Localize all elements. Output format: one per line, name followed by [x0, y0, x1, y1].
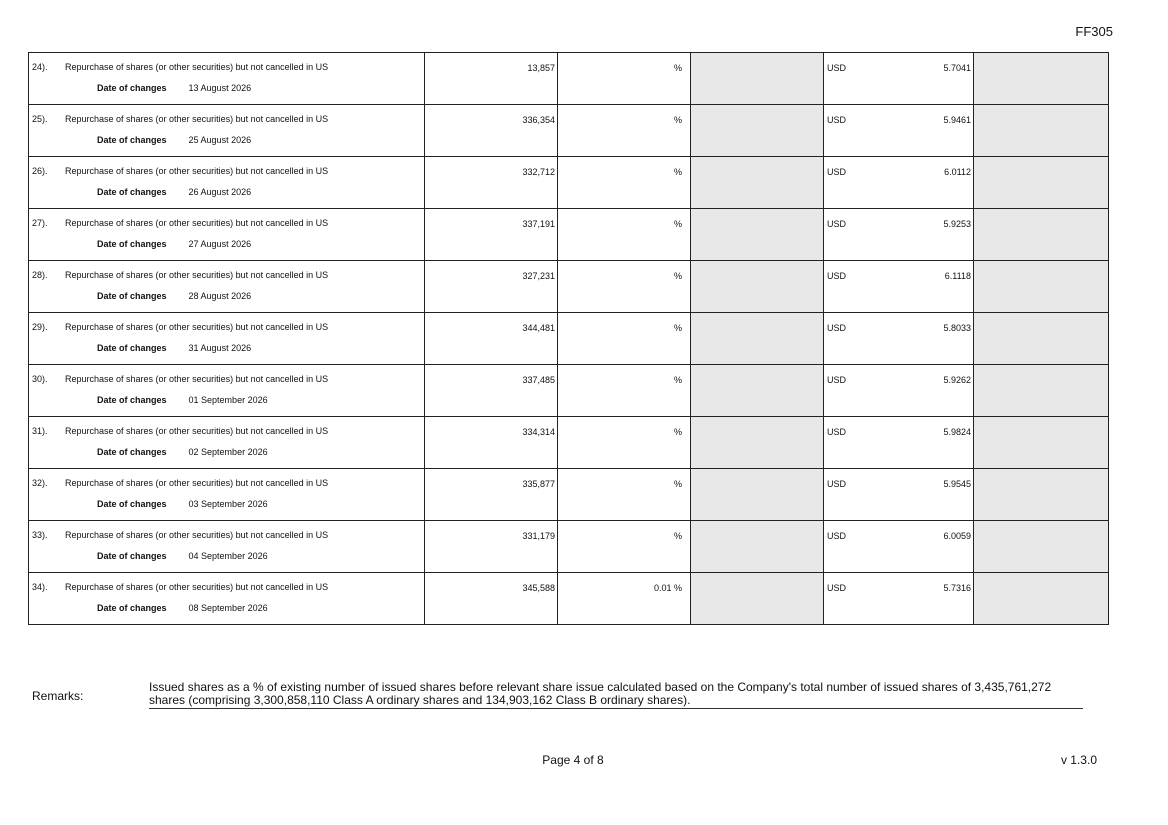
price-cell [824, 157, 974, 209]
table-row [29, 469, 1109, 495]
currency: USD [827, 531, 847, 541]
date-of-changes [62, 592, 424, 613]
percentage: % [673, 479, 682, 489]
row-description-cell [62, 469, 425, 521]
percentage-cell [558, 313, 691, 365]
price-cell [824, 261, 974, 313]
table-row [29, 365, 1109, 391]
price: 5.7041 [943, 63, 971, 73]
share-count: 335,877 [522, 479, 555, 489]
table-row [29, 53, 1109, 79]
share-count-cell [425, 157, 558, 209]
currency: USD [827, 63, 847, 73]
shaded-tail-cell [974, 209, 1109, 261]
shaded-tail-cell [974, 573, 1109, 625]
shaded-cell [691, 469, 824, 521]
price-cell [824, 417, 974, 469]
table-row [29, 105, 1109, 131]
percentage: 0.01 % [653, 583, 682, 593]
shaded-cell [691, 53, 824, 105]
share-count-cell [425, 573, 558, 625]
row-number: 30). [29, 365, 63, 417]
percentage-cell [558, 105, 691, 157]
date-label: Date of changes [97, 343, 167, 353]
shaded-cell [691, 365, 824, 417]
currency: USD [827, 167, 847, 177]
row-number: 25). [29, 105, 63, 157]
row-description-cell [62, 261, 425, 313]
row-number: 26). [29, 157, 63, 209]
date-label: Date of changes [97, 83, 167, 93]
share-count: 337,485 [522, 375, 555, 385]
shaded-tail-cell [974, 105, 1109, 157]
percentage: % [673, 323, 682, 333]
form-code: FF305 [1075, 24, 1113, 39]
currency: USD [827, 375, 847, 385]
price-cell [824, 521, 974, 573]
share-count-cell [425, 365, 558, 417]
price: 5.9262 [943, 375, 971, 385]
row-description: Repurchase of shares (or other securities) but not cancelled in US [65, 426, 329, 436]
shaded-tail-cell [974, 157, 1109, 209]
date-value: 03 September 2026 [188, 499, 268, 509]
percentage-cell [558, 573, 691, 625]
shaded-tail-cell [974, 261, 1109, 313]
share-count: 344,481 [522, 323, 555, 333]
date-label: Date of changes [97, 499, 167, 509]
price-cell [824, 573, 974, 625]
currency: USD [827, 583, 847, 593]
price: 5.9253 [943, 219, 971, 229]
date-of-changes [62, 332, 424, 353]
date-of-changes [62, 228, 424, 249]
price: 6.0112 [944, 167, 971, 177]
row-description-cell [62, 313, 425, 365]
row-number: 24). [29, 53, 63, 105]
row-number: 27). [29, 209, 63, 261]
row-number: 33). [29, 521, 63, 573]
share-count-cell [425, 105, 558, 157]
price-cell [824, 469, 974, 521]
price: 6.0059 [943, 531, 971, 541]
row-description-cell [62, 573, 425, 625]
row-description: Repurchase of shares (or other securities) but not cancelled in US [65, 582, 329, 592]
table-row [29, 209, 1109, 235]
date-value: 04 September 2026 [188, 551, 268, 561]
row-description: Repurchase of shares (or other securities) but not cancelled in US [65, 530, 329, 540]
row-description: Repurchase of shares (or other securities) but not cancelled in US [65, 218, 329, 228]
repurchase-table-body [29, 53, 1109, 625]
row-number: 31). [29, 417, 63, 469]
date-label: Date of changes [97, 135, 167, 145]
row-description: Repurchase of shares (or other securities) but not cancelled in US [65, 374, 329, 384]
percentage: % [673, 427, 682, 437]
price-cell [824, 105, 974, 157]
price-cell [824, 365, 974, 417]
shaded-tail-cell [974, 313, 1109, 365]
share-count: 332,712 [522, 167, 555, 177]
percentage: % [673, 219, 682, 229]
percentage-cell [558, 209, 691, 261]
share-count-cell [425, 313, 558, 365]
currency: USD [827, 115, 847, 125]
currency: USD [827, 427, 847, 437]
date-label: Date of changes [97, 447, 167, 457]
shaded-cell [691, 209, 824, 261]
share-count: 337,191 [522, 219, 555, 229]
share-count: 345,588 [522, 583, 555, 593]
version-label: v 1.3.0 [1060, 753, 1097, 767]
date-value: 31 August 2026 [188, 343, 252, 353]
shaded-cell [691, 573, 824, 625]
price: 5.9545 [943, 479, 971, 489]
shaded-cell [691, 157, 824, 209]
row-number: 34). [29, 573, 63, 625]
share-count: 327,231 [522, 271, 555, 281]
share-count: 331,179 [522, 531, 555, 541]
price: 5.9824 [943, 427, 971, 437]
share-count-cell [425, 261, 558, 313]
shaded-tail-cell [974, 521, 1109, 573]
percentage: % [673, 271, 682, 281]
percentage: % [673, 115, 682, 125]
shaded-tail-cell [974, 53, 1109, 105]
date-label: Date of changes [97, 603, 167, 613]
share-count-cell [425, 209, 558, 261]
share-count-cell [425, 521, 558, 573]
price: 6.1118 [944, 271, 971, 281]
row-description-cell [62, 521, 425, 573]
percentage-cell [558, 53, 691, 105]
date-label: Date of changes [97, 395, 167, 405]
row-description-cell [62, 417, 425, 469]
date-value: 26 August 2026 [188, 187, 252, 197]
share-count: 334,314 [522, 427, 555, 437]
percentage-cell [558, 157, 691, 209]
date-value: 28 August 2026 [188, 291, 252, 301]
table-row [29, 157, 1109, 183]
date-of-changes [62, 72, 424, 93]
row-number: 32). [29, 469, 63, 521]
remarks-text: Issued shares as a % of existing number of issued shares before relevant share issue calculated based on the Company's total number of issued shares of 3,435,761,272 shares (comprising 3,300,858,110 Class A ordinary shares and 134,903,162 Class B ordinary shares). [149, 681, 1083, 709]
percentage-cell [558, 469, 691, 521]
date-label: Date of changes [97, 239, 167, 249]
price: 5.9461 [943, 115, 971, 125]
table-row [29, 261, 1109, 287]
share-count-cell [425, 417, 558, 469]
shaded-tail-cell [974, 365, 1109, 417]
table-row [29, 313, 1109, 339]
share-count: 13,857 [527, 63, 555, 73]
date-value: 01 September 2026 [188, 395, 268, 405]
date-value: 02 September 2026 [188, 447, 268, 457]
page-number: Page 4 of 8 [542, 753, 604, 767]
price-cell [824, 53, 974, 105]
row-description: Repurchase of shares (or other securities) but not cancelled in US [65, 62, 329, 72]
row-description-cell [62, 365, 425, 417]
row-number: 29). [29, 313, 63, 365]
date-of-changes [62, 176, 424, 197]
table-row [29, 521, 1109, 547]
percentage: % [673, 375, 682, 385]
date-label: Date of changes [97, 551, 167, 561]
percentage-cell [558, 521, 691, 573]
date-of-changes [62, 436, 424, 457]
date-value: 25 August 2026 [188, 135, 252, 145]
repurchase-table [28, 52, 1109, 625]
shaded-cell [691, 105, 824, 157]
shaded-tail-cell [974, 417, 1109, 469]
percentage-cell [558, 261, 691, 313]
shaded-cell [691, 417, 824, 469]
row-description-cell [62, 209, 425, 261]
date-value: 27 August 2026 [188, 239, 252, 249]
shaded-cell [691, 313, 824, 365]
date-label: Date of changes [97, 291, 167, 301]
row-description-cell [62, 53, 425, 105]
price: 5.7316 [943, 583, 971, 593]
price: 5.8033 [943, 323, 971, 333]
percentage: % [673, 63, 682, 73]
date-value: 08 September 2026 [188, 603, 268, 613]
date-of-changes [62, 384, 424, 405]
row-description: Repurchase of shares (or other securities) but not cancelled in US [65, 114, 329, 124]
currency: USD [827, 323, 847, 333]
row-description: Repurchase of shares (or other securities) but not cancelled in US [65, 478, 329, 488]
date-of-changes [62, 488, 424, 509]
currency: USD [827, 219, 847, 229]
currency: USD [827, 479, 847, 489]
date-label: Date of changes [97, 187, 167, 197]
row-number: 28). [29, 261, 63, 313]
table-row [29, 573, 1109, 599]
percentage: % [673, 167, 682, 177]
price-cell [824, 209, 974, 261]
remarks-label: Remarks: [32, 689, 84, 703]
row-description-cell [62, 157, 425, 209]
row-description: Repurchase of shares (or other securities) but not cancelled in US [65, 270, 329, 280]
date-value: 13 August 2026 [188, 83, 252, 93]
date-of-changes [62, 280, 424, 301]
shaded-cell [691, 261, 824, 313]
row-description-cell [62, 105, 425, 157]
row-description: Repurchase of shares (or other securities) but not cancelled in US [65, 166, 329, 176]
date-of-changes [62, 540, 424, 561]
price-cell [824, 313, 974, 365]
share-count-cell [425, 53, 558, 105]
percentage: % [673, 531, 682, 541]
shaded-cell [691, 521, 824, 573]
percentage-cell [558, 417, 691, 469]
shaded-tail-cell [974, 469, 1109, 521]
table-row [29, 417, 1109, 443]
row-description: Repurchase of shares (or other securities) but not cancelled in US [65, 322, 329, 332]
currency: USD [827, 271, 847, 281]
date-of-changes [62, 124, 424, 145]
share-count: 336,354 [522, 115, 555, 125]
share-count-cell [425, 469, 558, 521]
percentage-cell [558, 365, 691, 417]
